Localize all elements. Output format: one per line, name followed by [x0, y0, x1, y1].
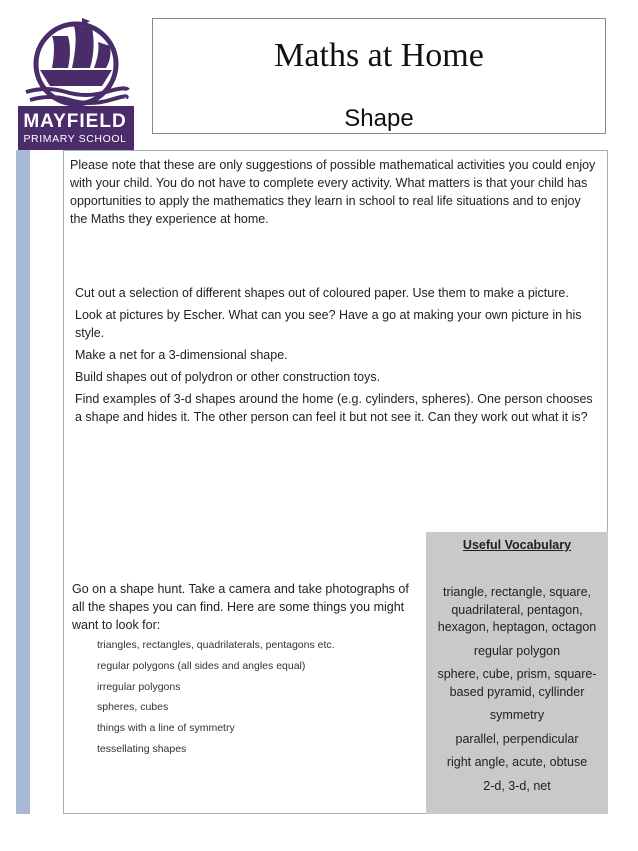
header-box: [152, 18, 606, 134]
vocabulary-item: symmetry: [489, 708, 545, 722]
logo-school-subtitle: PRIMARY SCHOOL: [23, 133, 127, 145]
activity-item: Make a net for a 3-dimensional shape.: [75, 348, 288, 362]
activity-item: Look at pictures by Escher. What can you see? Have a go at making your own picture in his style.: [75, 308, 582, 340]
vocabulary-item: parallel, perpendicular: [455, 731, 579, 746]
vocabulary-item: sphere, cube, prism, square-based pyramid, cyllinder: [437, 667, 597, 699]
look-for-list: [97, 638, 397, 763]
intro-note: Please note that these are only suggestions of possible mathematical activities you could enjoy with your child. You do not have to complete every activity. What matters is that your child has opportunities to apply the mathematics they learn in school to real life situations and to enjoy the Maths they experience at home.: [70, 158, 596, 226]
vocabulary-panel: [426, 532, 608, 814]
page-title: Maths at Home: [274, 37, 484, 74]
look-for-item: spheres, cubes: [97, 701, 169, 714]
vocabulary-list: [430, 584, 604, 801]
shape-hunt-text: Go on a shape hunt. Take a camera and take photographs of all the shapes you can find. Here are some things you might want to look for:: [72, 582, 409, 632]
vocabulary-heading: Useful Vocabulary: [462, 538, 572, 552]
look-for-item: tessellating shapes: [97, 742, 187, 755]
look-for-item: regular polygons (all sides and angles equal): [97, 659, 306, 672]
school-logo: [16, 16, 136, 145]
logo-school-name: MAYFIELD: [23, 111, 127, 132]
ship-emblem-icon: [16, 16, 136, 108]
activity-list: [75, 284, 600, 430]
look-for-item: things with a line of symmetry: [97, 722, 235, 735]
vocabulary-item: triangle, rectangle, square, quadrilateral, pentagon, hexagon, heptagon, octagon: [437, 585, 597, 634]
activity-item: Find examples of 3-d shapes around the home (e.g. cylinders, spheres). One person chooses a shape and hides it. The other person can feel it but not see it. Can they work out what it is?: [75, 392, 593, 424]
vocabulary-item: 2-d, 3-d, net: [483, 778, 551, 793]
activity-item: Cut out a selection of different shapes out of coloured paper. Use them to make a picture.: [75, 286, 569, 300]
vocabulary-item: regular polygon: [473, 643, 561, 658]
accent-bar: [16, 150, 30, 814]
vocabulary-item: right angle, acute, obtuse: [446, 755, 588, 769]
look-for-item: triangles, rectangles, quadrilaterals, pentagons etc.: [97, 639, 335, 651]
activity-item: Build shapes out of polydron or other construction toys.: [75, 370, 381, 384]
page-subtitle: Shape: [344, 105, 414, 132]
look-for-item: irregular polygons: [97, 680, 181, 693]
